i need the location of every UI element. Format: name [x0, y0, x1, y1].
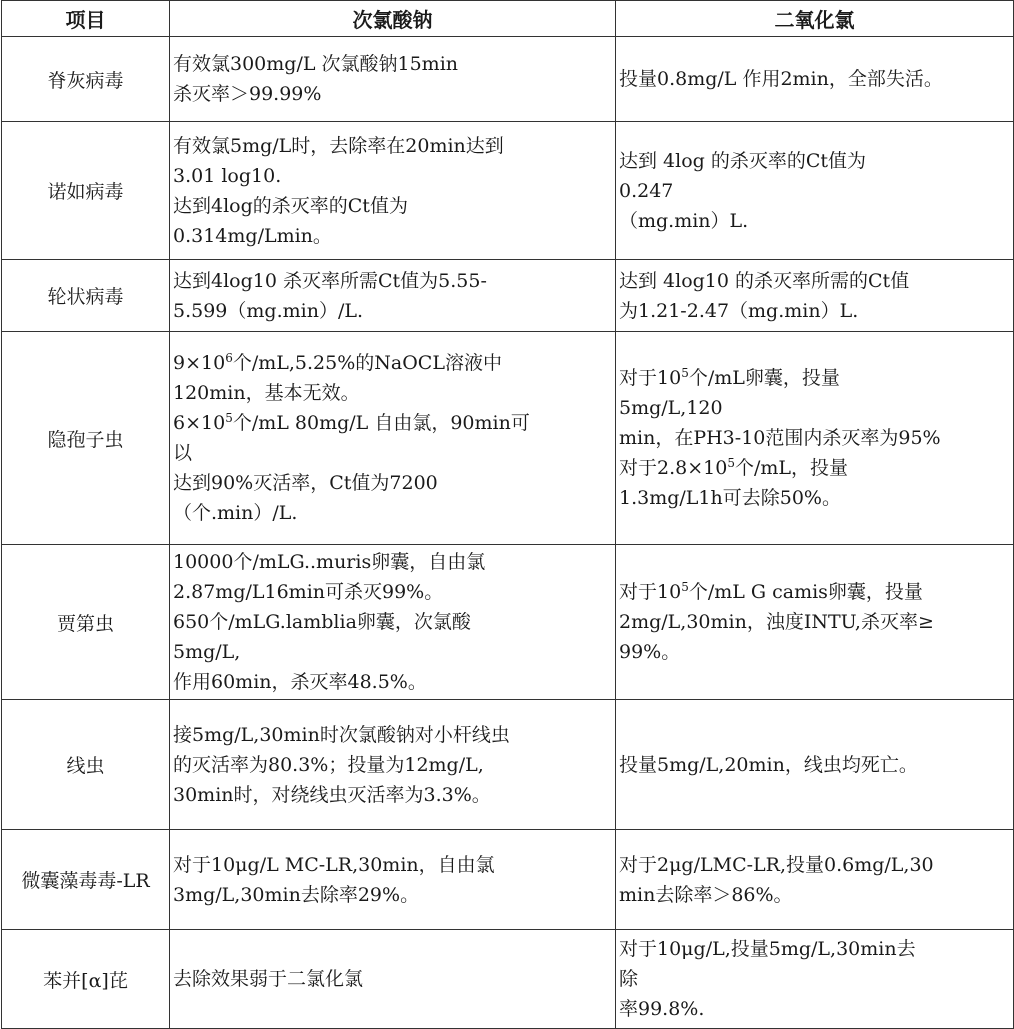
cell-line: 5.599（mg.min）/L.: [173, 299, 364, 322]
cell-line: 30min时，对绕线虫灭活率为3.3%。: [173, 783, 491, 806]
cell-line: min去除率＞86%。: [619, 883, 793, 906]
cell-line: [619, 453, 1010, 483]
header-chlorine-dioxide: 二氧化氯: [616, 1, 1014, 37]
sodium-hypochlorite-cell: [170, 260, 616, 332]
exponent: 6: [225, 351, 233, 365]
chlorine-dioxide-cell: [616, 700, 1014, 830]
table-row: [2, 700, 1014, 830]
disinfection-comparison-table: [1, 0, 1014, 1029]
cell-line: [619, 577, 1010, 607]
line-text: 6×10: [173, 412, 226, 434]
cell-line: [619, 363, 1010, 393]
cell-line: 作用60min，杀灭率48.5%。: [173, 671, 427, 693]
item-name: 轮状病毒: [2, 260, 170, 332]
chlorine-dioxide-cell: [616, 545, 1014, 700]
header-row: [2, 1, 1014, 37]
item-name: 苯并[α]芘: [2, 930, 170, 1029]
item-name: 诺如病毒: [2, 122, 170, 260]
cell-line: 对于2μg/LMC-LR,投量0.6mg/L,30: [619, 853, 934, 876]
cell-line: 1.3mg/L1h可去除50%。: [619, 487, 841, 509]
table-row: [2, 332, 1014, 545]
sodium-hypochlorite-cell: [170, 700, 616, 830]
cell-line: （个.min）/L.: [173, 502, 298, 524]
sodium-hypochlorite-cell: [170, 332, 616, 545]
cell-line: [173, 348, 612, 378]
cell-line: 的灭活率为80.3%；投量为12mg/L,: [173, 753, 484, 776]
table-row: [2, 545, 1014, 700]
line-text: 个/mL G camis卵囊，投量: [688, 581, 923, 603]
cell-line: 杀灭率＞99.99%: [173, 83, 322, 105]
item-name: 贾第虫: [2, 545, 170, 700]
cell-line: min，在PH3-10范围内杀灭率为95%: [619, 427, 941, 449]
cell-line: （mg.min）L.: [619, 209, 749, 232]
cell-line: 达到 4log 的杀灭率的Ct值为: [619, 149, 867, 172]
table-row: [2, 830, 1014, 930]
chlorine-dioxide-cell: [616, 260, 1014, 332]
cell-line: 为1.21-2.47（mg.min）L.: [619, 299, 859, 322]
header-sodium-hypochlorite: 次氯酸钠: [170, 1, 616, 37]
cell-line: 对于10μg/L,投量5mg/L,30min去: [619, 938, 916, 960]
cell-line: 0.247: [619, 179, 674, 202]
cell-line: 除: [619, 968, 639, 990]
cell-line: 650个/mLG.lamblia卵囊，次氯酸: [173, 611, 471, 633]
cell-line: 率99.8%.: [619, 998, 705, 1020]
table-row: [2, 122, 1014, 260]
sodium-hypochlorite-cell: [170, 930, 616, 1029]
exponent: 5: [681, 366, 689, 380]
line-text: 个/mL 80mg/L 自由氯，90min可: [232, 412, 530, 434]
line-text: 个/mL，投量: [734, 457, 849, 479]
cell-line: 3.01 log10.: [173, 164, 282, 187]
chlorine-dioxide-cell: [616, 122, 1014, 260]
cell-line: 有效氯5mg/L时，去除率在20min达到: [173, 134, 504, 157]
exponent: 5: [225, 411, 233, 425]
item-name: 脊灰病毒: [2, 37, 170, 122]
cell-line: 达到90%灭活率，Ct值为7200: [173, 472, 438, 494]
chlorine-dioxide-cell: [616, 332, 1014, 545]
cell-line: 5mg/L,: [173, 641, 241, 663]
chlorine-dioxide-cell: [616, 37, 1014, 122]
cell-line: 达到4log10 杀灭率所需Ct值为5.55-: [173, 269, 487, 292]
cell-line: 99%。: [619, 641, 681, 663]
sodium-hypochlorite-cell: [170, 830, 616, 930]
line-text: 个/mL卵囊，投量: [688, 367, 840, 389]
sodium-hypochlorite-cell: [170, 545, 616, 700]
sodium-hypochlorite-cell: [170, 122, 616, 260]
cell-line: 达到4log的杀灭率的Ct值为: [173, 194, 408, 217]
table-row: [2, 260, 1014, 332]
cell-line: 有效氯300mg/L 次氯酸钠15min: [173, 53, 459, 75]
line-text: 对于10: [619, 581, 682, 603]
cell-line: 2mg/L,30min，浊度INTU,杀灭率≥: [619, 611, 934, 633]
cell-line: 120min，基本无效。: [173, 382, 360, 404]
exponent: 5: [681, 580, 689, 594]
item-name: 线虫: [2, 700, 170, 830]
header-item: 项目: [2, 1, 170, 37]
cell-line: 对于10μg/L MC-LR,30min，自由氯: [173, 853, 495, 876]
cell-line: [173, 408, 612, 438]
cell-line: 投量0.8mg/L 作用2min，全部失活。: [619, 68, 943, 90]
cell-line: 去除效果弱于二氯化氯: [173, 968, 364, 990]
cell-line: 3mg/L,30min去除率29%。: [173, 883, 420, 906]
exponent: 5: [727, 456, 735, 470]
line-text: 9×10: [173, 352, 226, 374]
line-text: 个/mL,5.25%的NaOCL溶液中: [232, 352, 502, 374]
cell-line: 5mg/L,120: [619, 397, 723, 419]
cell-line: 2.87mg/L16min可杀灭99%。: [173, 581, 444, 603]
line-text: 对于2.8×10: [619, 457, 728, 479]
chlorine-dioxide-cell: [616, 930, 1014, 1029]
cell-line: 达到 4log10 的杀灭率所需的Ct值: [619, 269, 910, 292]
table-row: [2, 930, 1014, 1029]
table-row: [2, 37, 1014, 122]
cell-line: 0.314mg/Lmin。: [173, 224, 332, 247]
cell-line: 投量5mg/L,20min，线虫均死亡。: [619, 753, 918, 776]
item-name: 隐孢子虫: [2, 332, 170, 545]
chlorine-dioxide-cell: [616, 830, 1014, 930]
cell-line: 以: [173, 442, 193, 464]
cell-line: 接5mg/L,30min时次氯酸钠对小杆线虫: [173, 723, 510, 746]
item-name: 微囊藻毒毒-LR: [2, 830, 170, 930]
line-text: 对于10: [619, 367, 682, 389]
sodium-hypochlorite-cell: [170, 37, 616, 122]
cell-line: 10000个/mLG..muris卵囊，自由氯: [173, 551, 486, 573]
